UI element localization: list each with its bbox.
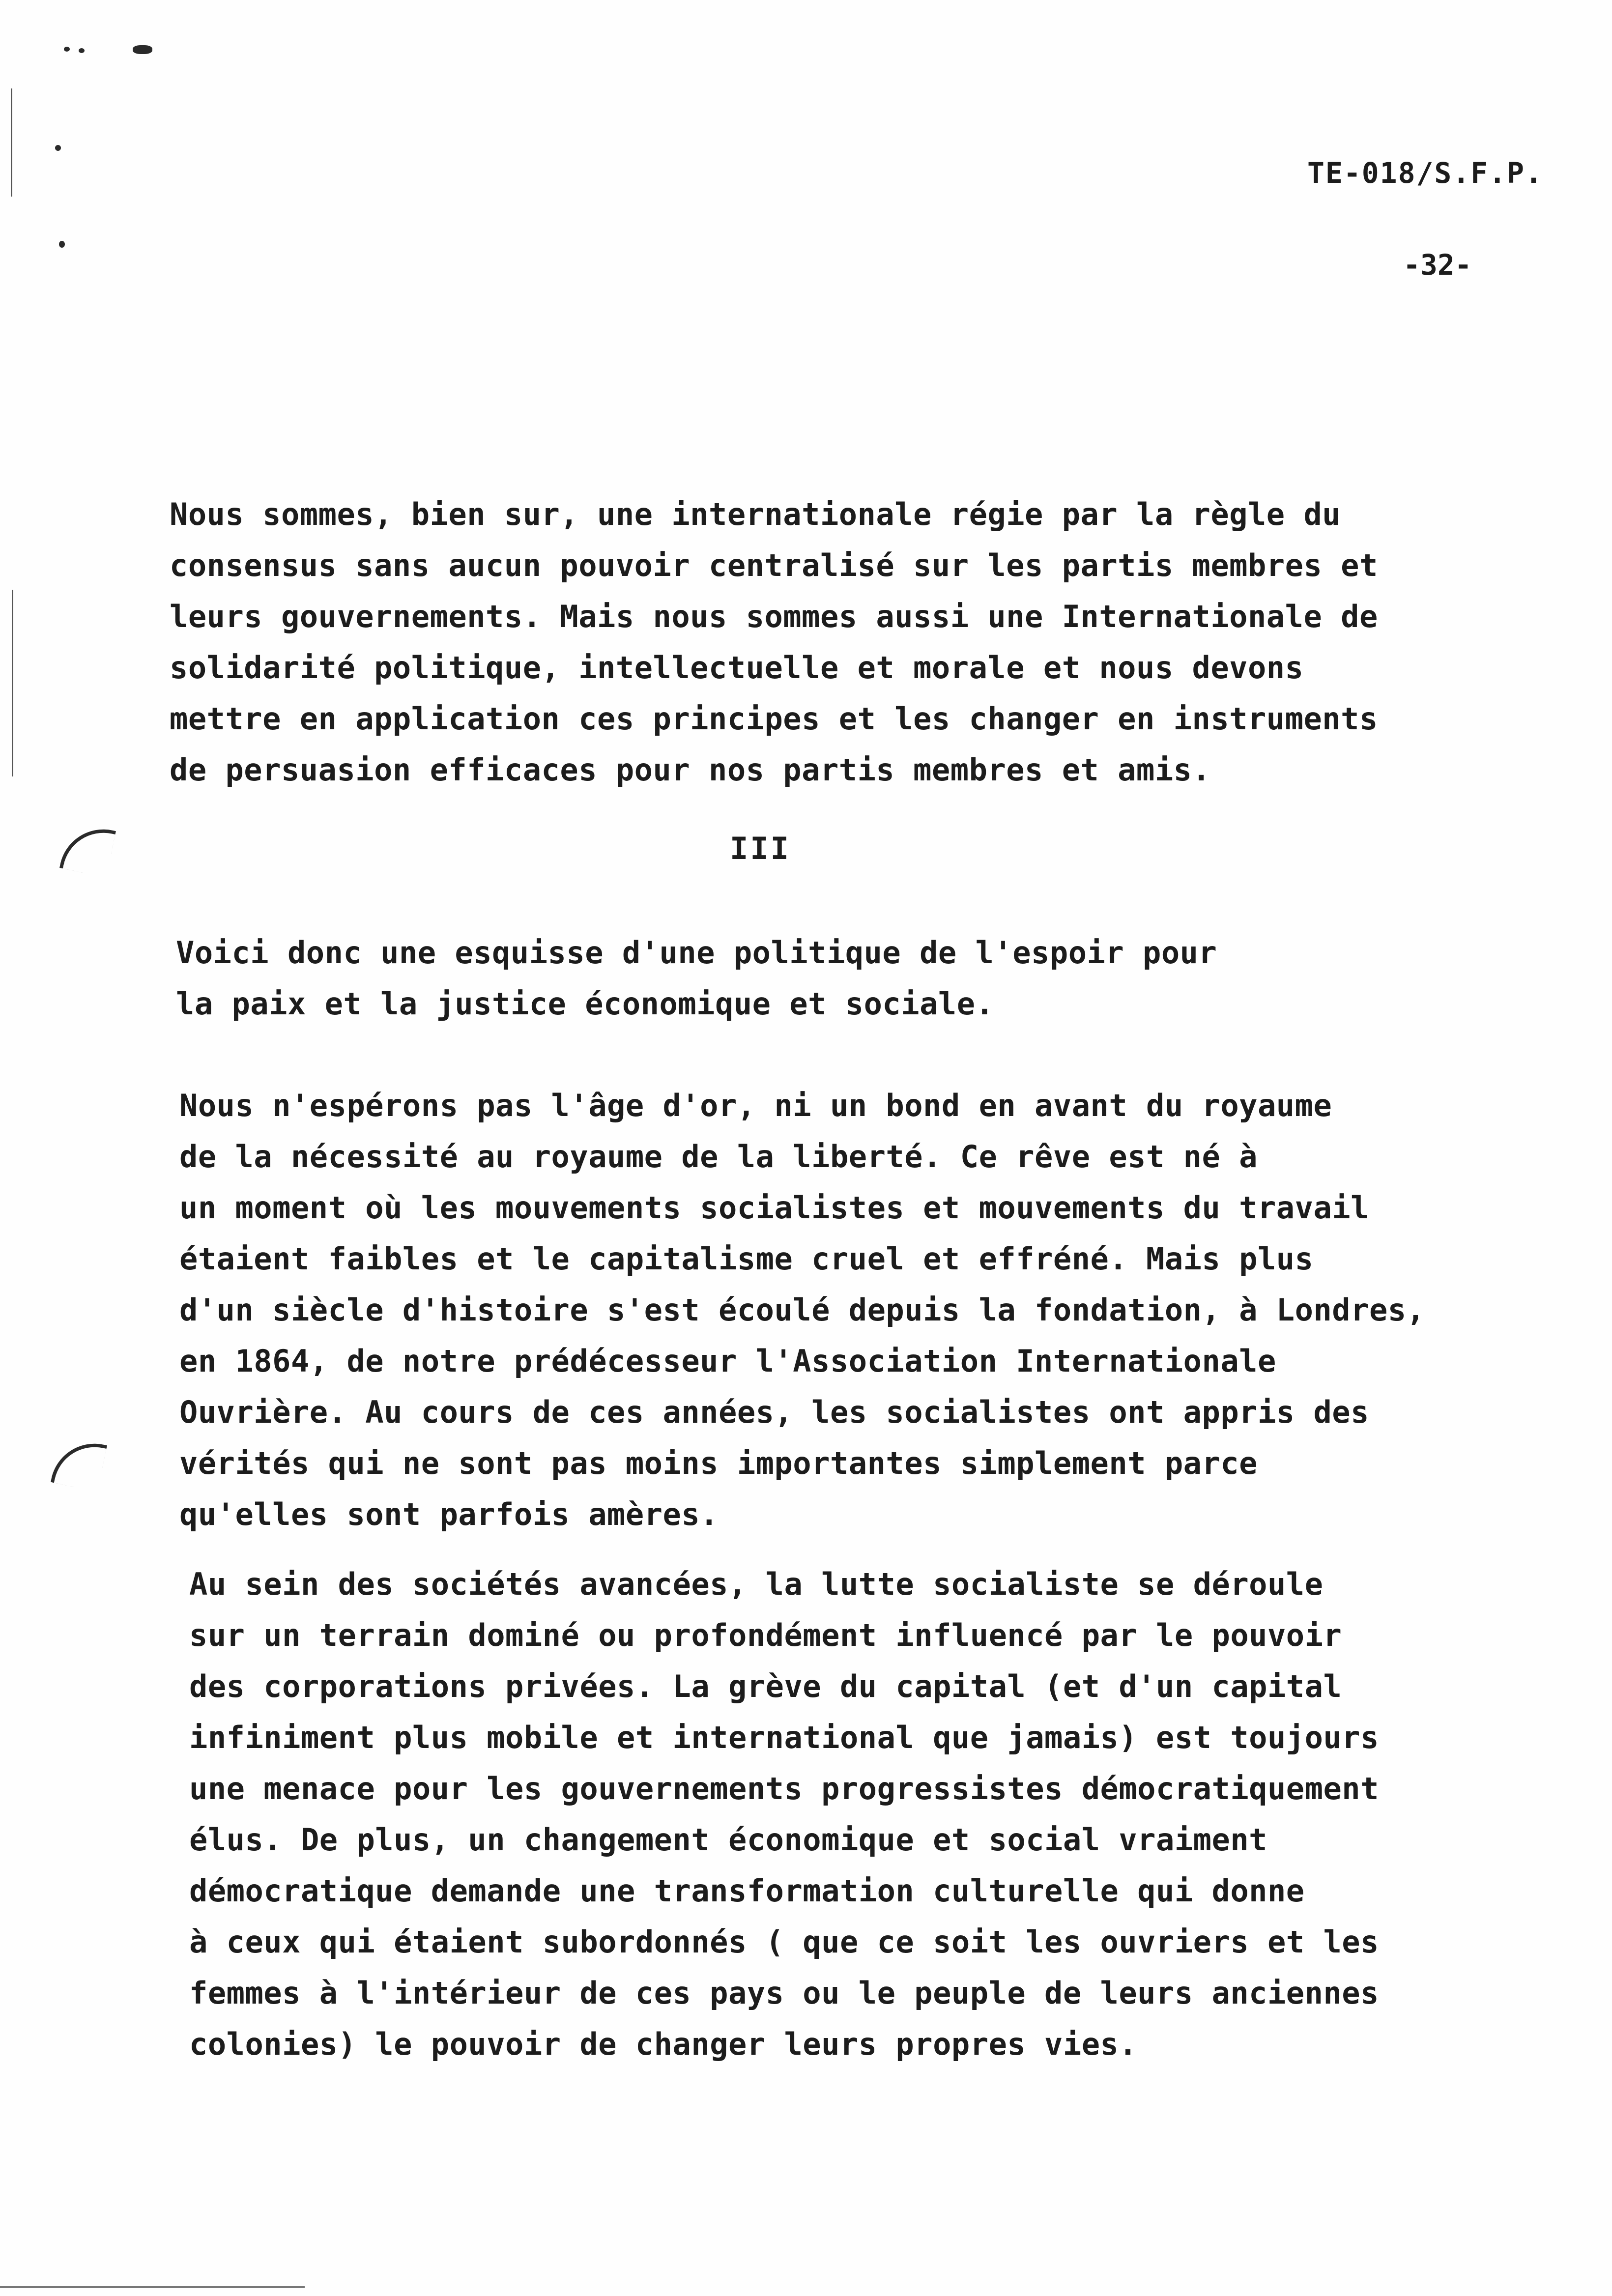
- text-line: solidarité politique, intellectuelle et morale et nous devons: [170, 650, 1304, 686]
- text-line: la paix et la justice économique et sociale.: [176, 986, 994, 1022]
- text-line: étaient faibles et le capitalisme cruel et effréné. Mais plus: [179, 1241, 1314, 1277]
- text-line: un moment où les mouvements socialistes et mouvements du travail: [179, 1190, 1369, 1226]
- text-line: femmes à l'intérieur de ces pays ou le peuple de leurs anciennes: [189, 1975, 1379, 2011]
- text-line: vérités qui ne sont pas moins importantes simplement parce: [179, 1445, 1258, 1481]
- text-line: mettre en application ces principes et les changer en instruments: [170, 701, 1378, 737]
- text-line: de la nécessité au royaume de la liberté. Ce rêve est né à: [179, 1139, 1258, 1175]
- scan-speck: [64, 47, 70, 52]
- text-line: Au sein des sociétés avancées, la lutte socialiste se déroule: [189, 1566, 1324, 1602]
- text-line: leurs gouvernements. Mais nous sommes aussi une Internationale de: [170, 599, 1378, 634]
- scan-edge-line: [12, 590, 13, 776]
- text-line: Nous sommes, bien sur, une internationale régie par la règle du: [170, 496, 1341, 532]
- text-line: élus. De plus, un changement économique et social vraiment: [189, 1822, 1267, 1858]
- document-reference: TE-018/S.F.P.: [1307, 156, 1543, 190]
- text-line: Nous n'espérons pas l'âge d'or, ni un bond en avant du royaume: [179, 1088, 1332, 1123]
- punch-hole-arc: [59, 821, 116, 878]
- section-heading: III: [730, 831, 791, 866]
- text-line: Ouvrière. Au cours de ces années, les socialistes ont appris des: [179, 1394, 1369, 1430]
- scan-bottom-rule: [0, 2286, 305, 2288]
- scan-speck: [55, 145, 61, 151]
- text-line: sur un terrain dominé ou profondément influencé par le pouvoir: [189, 1617, 1342, 1653]
- scan-speck: [59, 241, 65, 248]
- paragraph-2: [176, 927, 1217, 1030]
- scan-speck: [79, 48, 85, 53]
- text-line: infiniment plus mobile et international que jamais) est toujours: [189, 1720, 1379, 1755]
- punch-hole-arc: [51, 1435, 107, 1492]
- text-line: à ceux qui étaient subordonnés ( que ce soit les ouvriers et les: [189, 1924, 1379, 1960]
- text-line: d'un siècle d'histoire s'est écoulé depuis la fondation, à Londres,: [179, 1292, 1425, 1328]
- scan-speck: [133, 45, 152, 54]
- text-line: des corporations privées. La grève du capital (et d'un capital: [189, 1668, 1342, 1704]
- text-line: consensus sans aucun pouvoir centralisé sur les partis membres et: [170, 547, 1378, 583]
- text-line: une menace pour les gouvernements progressistes démocratiquement: [189, 1771, 1379, 1807]
- text-line: en 1864, de notre prédécesseur l'Association Internationale: [179, 1343, 1276, 1379]
- text-line: de persuasion efficaces pour nos partis membres et amis.: [170, 752, 1211, 788]
- text-line: colonies) le pouvoir de changer leurs propres vies.: [189, 2026, 1138, 2062]
- text-line: démocratique demande une transformation culturelle qui donne: [189, 1873, 1305, 1909]
- paragraph-1: [170, 489, 1378, 796]
- text-line: qu'elles sont parfois amères.: [179, 1496, 719, 1532]
- scan-edge-line: [11, 88, 12, 197]
- page-number: -32-: [1403, 248, 1472, 282]
- paragraph-4: [189, 1559, 1379, 2070]
- text-line: Voici donc une esquisse d'une politique de l'espoir pour: [176, 935, 1217, 971]
- paragraph-3: [179, 1080, 1425, 1540]
